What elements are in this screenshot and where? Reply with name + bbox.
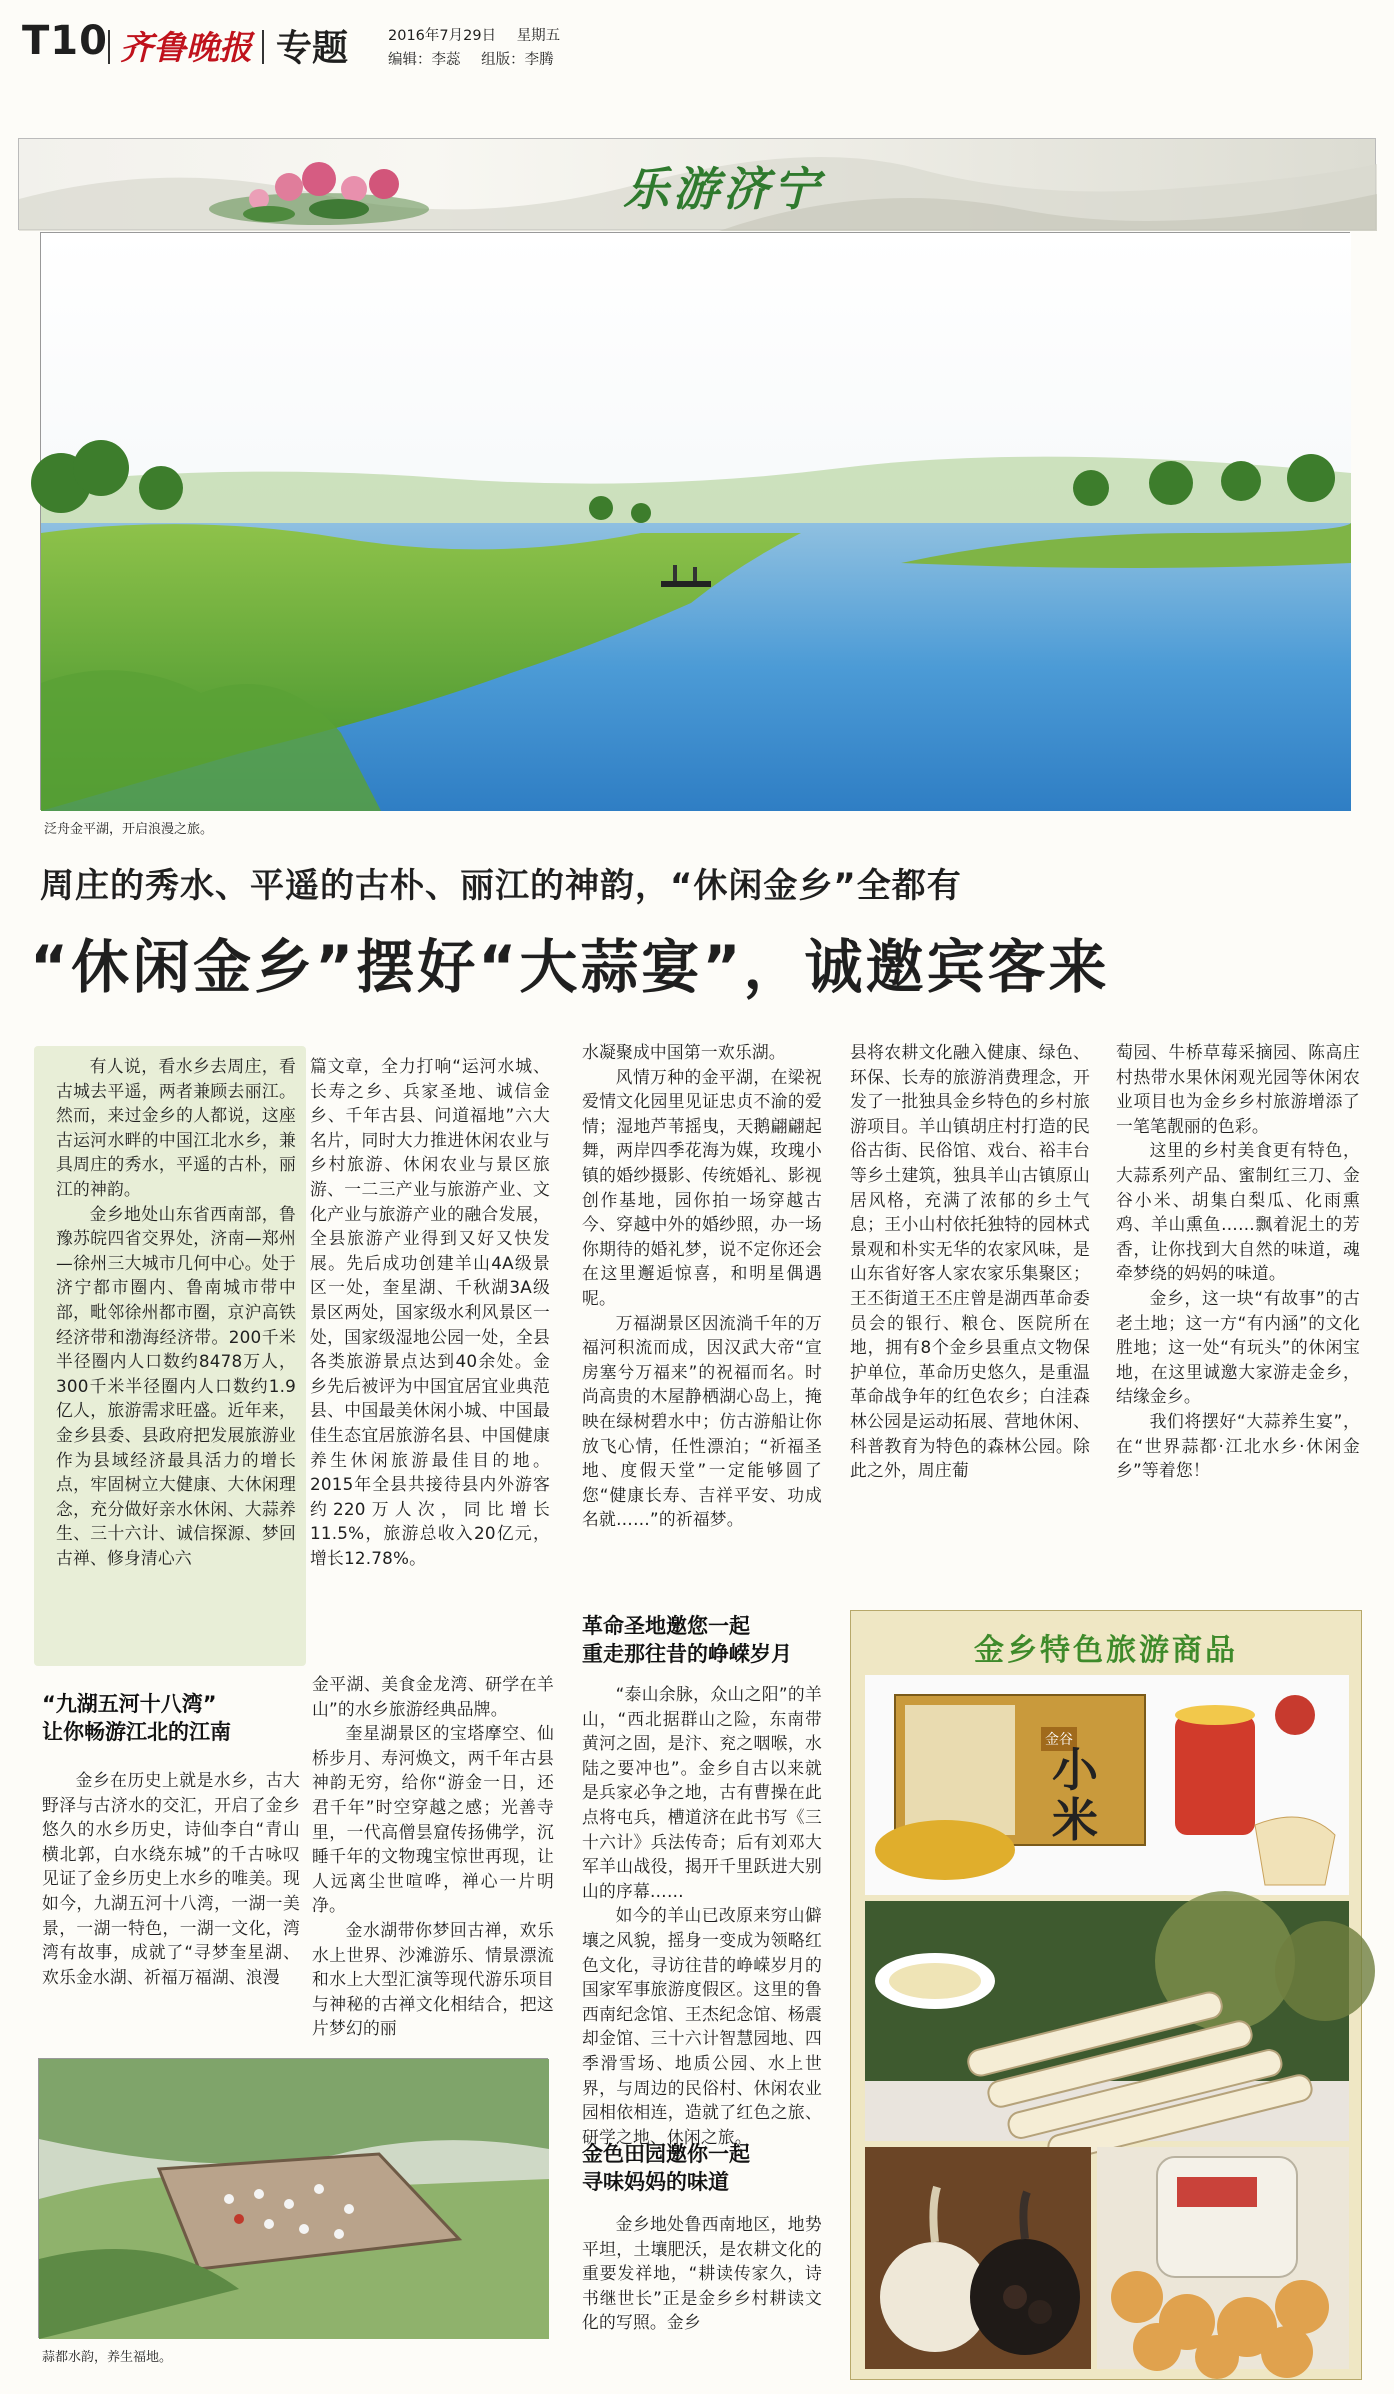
- lead-paragraph: 金乡地处山东省西南部，鲁豫苏皖四省交界处，济南—郑州—徐州三大城市几何中心。处于济宁都市圈内、鲁南城市带中部，毗邻徐州都市圈，京沪高铁经济带和渤海经济带。200千米半径圈内人口数约8478万人，300千米半径圈内人口数约1.9亿人，旅游需求旺盛。近年来，金乡县委、县政府把发展旅游业作为县域经济最具活力的增长点，牢固树立大健康、大休闲理念，充分做好亲水休闲、大蒜养生、三十六计、诚信探源、梦回古禅、修身清心六: [56, 1203, 296, 1568]
- date: 2016年7月29日: [388, 28, 497, 44]
- paragraph: 金平湖、美食金龙湾、研学在羊山”的水乡旅游经典品牌。: [312, 1674, 554, 1719]
- plaza-scene-image: [39, 2059, 549, 2339]
- lake-scene-image: [41, 233, 1351, 811]
- section-heading-line: 重走那往昔的峥嵘岁月: [582, 1642, 792, 1666]
- paragraph: 金乡，这一块“有故事”的古老土地；这一方“有内涵”的文化胜地；这一处“有玩头”的休闲宝地，在这里诚邀大家游走金乡，结缘金乡。: [1116, 1287, 1360, 1407]
- col3-sec3-text: [582, 2212, 822, 2362]
- staff-credits: [388, 48, 554, 69]
- banner-title: 乐游济宁: [623, 162, 823, 216]
- millet-badge: 金谷: [1041, 1727, 1077, 1751]
- section-heading: [582, 1612, 832, 1668]
- main-photo-caption: 泛舟金平湖，开启浪漫之旅。: [44, 822, 214, 837]
- garlic-chips-photo: [1097, 2147, 1349, 2369]
- issue-date: [388, 24, 560, 45]
- paragraph: “泰山余脉，众山之阳”的羊山，“西北据群山之险，东南带黄河之固，是汴、兖之咽喉，水陆之要冲也”。金乡自古以来就是兵家必争之地，古有曹操在此点将屯兵，槽道济在此书写《三十六计》兵法传奇；后有刘邓大军羊山战役，揭开千里跃进大别山的序幕……: [582, 1684, 822, 1901]
- headline: “休闲金乡”摆好“大蒜宴”，诚邀宾客来: [30, 933, 1110, 1001]
- paragraph: 风情万种的金平湖，在梁祝爱情文化园里见证忠贞不渝的爱情；湿地芦苇摇曳，天鹅翩翩起舞，两岸四季花海为媒，玫瑰小镇的婚纱摄影、传统婚礼、影视创作基地，园你拍一场穿越古今、穿越中外的婚纱照，办一场你期待的婚礼梦，说不定你还会在这里邂逅惊喜，和明星偶遇呢。: [582, 1066, 822, 1308]
- lead-paragraph: 有人说，看水乡去周庄，看古城去平遥，两者兼顾去丽江。然而，来过金乡的人都说，这座古运河水畔的中国江北水乡，兼具周庄的秀水，平遥的古朴，丽江的神韵。: [56, 1056, 296, 1199]
- weekday: 星期五: [516, 28, 561, 44]
- masthead: [0, 0, 1394, 80]
- section-title: 专题: [276, 28, 349, 69]
- col2-top-text: [310, 1054, 550, 1654]
- lead-text: [56, 1054, 296, 1654]
- section-heading: [582, 2140, 832, 2196]
- millet-photo: [865, 1675, 1349, 1895]
- paragraph: 金乡地处鲁西南地区，地势平坦，土壤肥沃，是农耕文化的重要发祥地，“耕读传家久，诗书继世长”正是金乡乡村耕读文化的写照。金乡: [582, 2214, 822, 2333]
- col3-sec2-text: [582, 1682, 822, 2147]
- garlic-image: [865, 2147, 1091, 2369]
- banner: [18, 138, 1376, 230]
- paragraph: 水凝聚成中国第一欢乐湖。: [582, 1042, 786, 1062]
- paragraph: 金水湖带你梦回古禅，欢乐水上世界、沙滩游乐、情景漂流和水上大型汇演等现代游乐项目与神秘的古禅文化相结合，把这片梦幻的丽: [312, 1919, 554, 2039]
- main-photo: [40, 232, 1350, 810]
- paragraph: 如今的羊山已改原来穷山僻壤之风貌，摇身一变成为领略红色文化，寻访往昔的峥嵘岁月的国家军事旅游度假区。这里的鲁西南纪念馆、王杰纪念馆、杨震却金馆、三十六计智慧园地、四季滑雪场、地质公园、水上世界，与周边的民俗村、休闲农业园相依相连，造就了红色之旅、研学之地、休闲之旅。: [582, 1905, 822, 2147]
- divider: [108, 30, 110, 64]
- paragraph: 我们将摆好“大蒜养生宴”，在“世界蒜都·江北水乡·休闲金乡”等着您！: [1116, 1410, 1360, 1481]
- products-title: 金乡特色旅游商品: [974, 1633, 1238, 1668]
- paper-logo: 齐鲁晚报: [120, 28, 252, 67]
- divider: [262, 30, 264, 64]
- section-heading-line: 寻味妈妈的味道: [582, 2170, 729, 2194]
- garlic-photo: [865, 2147, 1091, 2369]
- section-heading-line: 让你畅游江北的江南: [42, 1720, 231, 1744]
- col2-bottom-text: [312, 1672, 554, 2038]
- lotus-root-image: [865, 1901, 1349, 2141]
- paragraph: 万福湖景区因流淌千年的万福河积流而成，因汉武大帝“宣房塞兮万福来”的祝福而名。时尚高贵的木屋静栖湖心岛上，掩映在绿树碧水中；仿古游船让你放飞心情，任性漂泊；“祈福圣地、度假天堂”一定能够圆了您“健康长寿、吉祥平安、功成名就……”的祈福梦。: [582, 1312, 822, 1530]
- editor: 编辑：李蕊: [388, 52, 461, 68]
- section-heading: [42, 1690, 302, 1746]
- sec1-text-col1: [42, 1768, 300, 2038]
- section-heading-line: 革命圣地邀您一起: [582, 1614, 750, 1638]
- exercise-photo-caption: 蒜都水韵，养生福地。: [42, 2350, 173, 2365]
- paragraph: 这里的乡村美食更有特色，大蒜系列产品、蜜制红三刀、金谷小米、胡集白梨瓜、化雨熏鸡、羊山熏鱼……飘着泥土的芳香，让你找到大自然的味道，魂牵梦绕的妈妈的味道。: [1116, 1140, 1360, 1284]
- millet-label: 小米: [1052, 1743, 1098, 1847]
- page-number: T10: [22, 18, 108, 64]
- paragraph: 篇文章，全力打响“运河水城、长寿之乡、兵家圣地、诚信金乡、千年古县、问道福地”六大名片，同时大力推进休闲农业与乡村旅游、休闲农业与景区旅游、一二三产业与旅游产业、文化产业与旅游产业的融合发展，全县旅游产业得到又好又快发展。先后成功创建羊山4A级景区一处，奎星湖、千秋湖3A级景区两处，国家级水利风景区一处，国家级湿地公园一处，全县各类旅游景点达到40余处。金乡先后被评为中国宜居宜业典范县、中国最美休闲小城、中国最佳生态宜居旅游名县、中国健康养生休闲旅游最佳目的地。2015年全县共接待县内外游客约220万人次，同比增长11.5%，旅游总收入20亿元，增长12.78%。: [310, 1056, 550, 1568]
- section-heading-line: 金色田园邀你一起: [582, 2142, 750, 2166]
- exercise-photo: [38, 2058, 548, 2338]
- col3-text: [582, 1040, 822, 1600]
- paragraph: 萄园、牛桥草莓采摘园、陈高庄村热带水果休闲观光园等休闲农业项目也为金乡乡村旅游增添了一笔笔靓丽的色彩。: [1116, 1042, 1360, 1136]
- paragraph: 金乡在历史上就是水乡，古大野泽与古济水的交汇，开启了金乡悠久的水乡历史，诗仙李白“青山横北郭，白水绕东城”的千古咏叹见证了金乡历史上水乡的唯美。现如今，九湖五河十八湾，一湖一美景，一湖一特色，一湖一文化，湾湾有故事，成就了“寻梦奎星湖、欢乐金水湖、祈福万福湖、浪漫: [42, 1770, 300, 1987]
- section-heading-line: “九湖五河十八湾”: [42, 1692, 217, 1716]
- layout-editor: 组版：李腾: [481, 52, 554, 68]
- paragraph: 县将农耕文化融入健康、绿色、环保、长寿的旅游消费理念，开发了一批独具金乡特色的乡村旅游项目。羊山镇胡庄村打造的民俗古街、民俗馆、戏台、裕丰台等乡土建筑，独具羊山古镇原山居风格，充满了浓郁的乡土气息；王小山村依托独特的园林式景观和朴实无华的农家风味，是山东省好客人家农家乐集聚区；王丕街道王丕庄曾是湖西革命委员会的银行、粮仓、医院所在地，拥有8个金乡县重点文物保护单位，革命历史悠久，是重温革命战争年的红色农乡；白洼森林公园是运动拓展、营地休闲、科普教育为特色的森林公园。除此之外，周庄葡: [850, 1042, 1090, 1481]
- garlic-chips-image: [1097, 2147, 1349, 2369]
- col5-text: [1116, 1040, 1360, 1600]
- products-box: [850, 1610, 1362, 2380]
- subheadline: 周庄的秀水、平遥的古朴、丽江的神韵，“休闲金乡”全都有: [40, 866, 962, 906]
- col4-text: [850, 1040, 1090, 1600]
- lotus-root-photo: [865, 1901, 1349, 2141]
- paragraph: 奎星湖景区的宝塔摩空、仙桥步月、寿河焕文，两千年古县神韵无穷，给你“游金一日，还君千年”时空穿越之感；光善寺里，一代高僧昙窟传扬佛学，沉睡千年的文物瑰宝惊世再现，让人远离尘世喧哗，禅心一片明净。: [312, 1723, 554, 1916]
